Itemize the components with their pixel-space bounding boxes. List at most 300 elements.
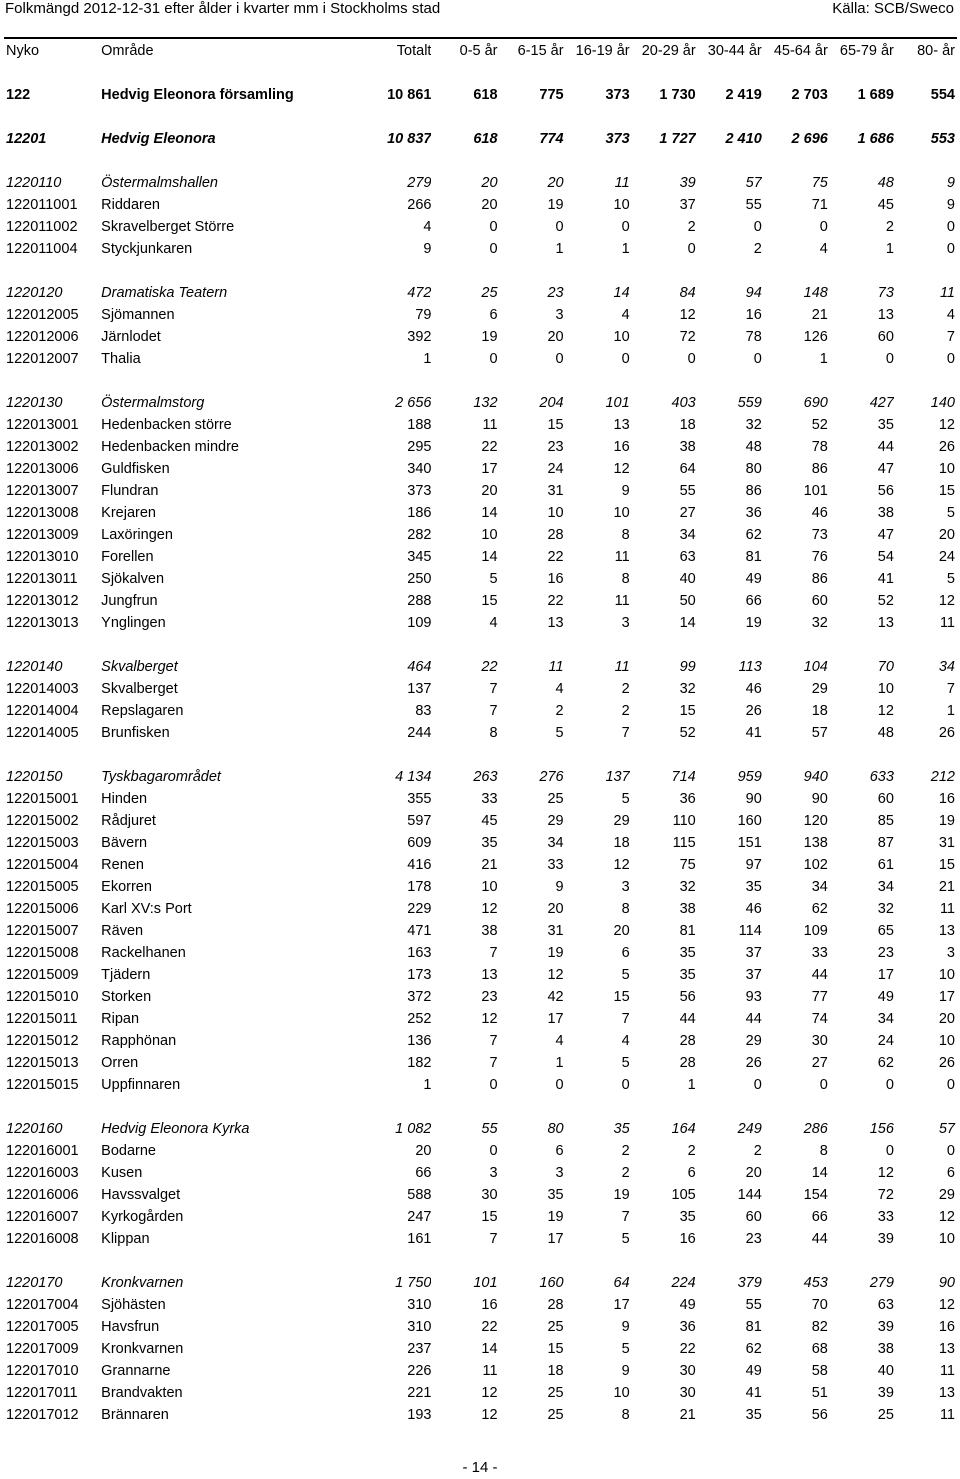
cell-nyko: 122013006 [6, 461, 79, 477]
cell-value: 7 [621, 1209, 630, 1225]
table-row [0, 524, 960, 546]
table-row [0, 876, 960, 898]
cell-value: 148 [803, 285, 828, 301]
cell-value: 77 [811, 989, 828, 1005]
cell-value: 32 [679, 681, 696, 697]
cell-nyko: 122015012 [6, 1033, 79, 1049]
cell-value: 20 [938, 1011, 955, 1027]
cell-value: 29 [811, 681, 828, 697]
cell-value: 13 [938, 1341, 955, 1357]
cell-value: 58 [811, 1363, 828, 1379]
cell-value: 12 [679, 307, 696, 323]
cell-value: 6 [489, 307, 498, 323]
cell-nyko: 122011002 [6, 219, 78, 235]
cell-nyko: 122015008 [6, 945, 79, 961]
cell-value: 28 [679, 1033, 696, 1049]
cell-value: 72 [877, 1187, 894, 1203]
cell-omrade: Tyskbagarområdet [101, 769, 221, 785]
cell-value: 49 [745, 571, 762, 587]
cell-value: 471 [407, 923, 432, 939]
cell-value: 0 [555, 1077, 564, 1093]
cell-value: 24 [547, 461, 564, 477]
cell-value: 295 [407, 439, 432, 455]
table-row-subtotal [0, 84, 960, 106]
cell-value: 160 [539, 1275, 564, 1291]
cell-value: 35 [679, 1209, 696, 1225]
cell-value: 0 [621, 1077, 630, 1093]
table-row-subtotal [0, 282, 960, 304]
cell-value: 10 [613, 329, 630, 345]
cell-value: 38 [679, 439, 696, 455]
cell-value: 20 [481, 175, 498, 191]
table-row [0, 216, 960, 238]
cell-value: 57 [811, 725, 828, 741]
cell-value: 70 [811, 1297, 828, 1313]
cell-value: 4 [621, 1033, 630, 1049]
cell-value: 340 [407, 461, 432, 477]
cell-value: 0 [489, 1077, 498, 1093]
cell-value: 355 [407, 791, 432, 807]
cell-value: 310 [407, 1297, 432, 1313]
cell-value: 1 [819, 351, 828, 367]
cell-value: 13 [938, 923, 955, 939]
cell-value: 38 [877, 1341, 894, 1357]
table-row [0, 1184, 960, 1206]
cell-value: 113 [738, 659, 762, 675]
cell-value: 6 [946, 1165, 955, 1181]
cell-value: 8 [621, 527, 630, 543]
cell-value: 618 [473, 131, 498, 147]
cell-value: 48 [745, 439, 762, 455]
cell-value: 11 [548, 659, 564, 675]
table-row [0, 546, 960, 568]
table-row [0, 832, 960, 854]
cell-value: 78 [745, 329, 762, 345]
cell-value: 453 [803, 1275, 828, 1291]
cell-value: 10 [938, 1231, 955, 1247]
table-row [0, 238, 960, 260]
cell-omrade: Kyrkogården [101, 1209, 184, 1225]
cell-nyko: 122013009 [6, 527, 79, 543]
cell-value: 101 [605, 395, 630, 411]
cell-value: 1 750 [395, 1275, 432, 1291]
cell-omrade: Brunfisken [101, 725, 170, 741]
cell-value: 11 [482, 417, 498, 433]
cell-value: 73 [811, 527, 828, 543]
cell-value: 46 [745, 901, 762, 917]
cell-value: 83 [415, 703, 432, 719]
cell-value: 345 [407, 549, 432, 565]
cell-value: 0 [753, 351, 762, 367]
cell-value: 19 [547, 197, 564, 213]
cell-nyko: 122015011 [6, 1011, 78, 1027]
cell-value: 137 [407, 681, 432, 697]
table-row [0, 1206, 960, 1228]
cell-value: 47 [877, 461, 894, 477]
cell-omrade: Brandvakten [101, 1385, 183, 1401]
cell-value: 35 [679, 967, 696, 983]
cell-value: 17 [547, 1011, 564, 1027]
cell-value: 714 [671, 769, 696, 785]
cell-omrade: Räven [101, 923, 144, 939]
cell-value: 11 [939, 901, 955, 917]
cell-value: 46 [811, 505, 828, 521]
cell-value: 2 696 [791, 131, 828, 147]
column-header-totalt: Totalt [396, 43, 432, 59]
cell-value: 37 [745, 945, 762, 961]
cell-nyko: 1220110 [6, 175, 62, 191]
cell-value: 14 [613, 285, 630, 301]
source-label: Källa: SCB/Sweco [832, 0, 954, 17]
cell-omrade: Sjökalven [101, 571, 165, 587]
cell-value: 41 [877, 571, 894, 587]
page-number: - 14 - [462, 1459, 498, 1476]
cell-nyko: 122015013 [6, 1055, 79, 1071]
cell-value: 7 [489, 681, 498, 697]
cell-value: 114 [738, 923, 762, 939]
cell-value: 12 [481, 901, 498, 917]
cell-value: 99 [679, 659, 696, 675]
cell-nyko: 122011004 [6, 241, 78, 257]
cell-omrade: Styckjunkaren [101, 241, 193, 257]
cell-value: 7 [489, 1055, 498, 1071]
cell-value: 30 [811, 1033, 828, 1049]
cell-value: 29 [745, 1033, 762, 1049]
cell-value: 0 [753, 1077, 762, 1093]
spacer-row [0, 370, 960, 392]
cell-omrade: Hedenbacken mindre [101, 439, 239, 455]
cell-omrade: Ynglingen [101, 615, 166, 631]
table-row [0, 348, 960, 370]
cell-nyko: 1220170 [6, 1275, 63, 1291]
cell-value: 9 [946, 175, 955, 191]
cell-omrade: Uppfinnaren [101, 1077, 181, 1093]
cell-value: 28 [547, 527, 564, 543]
cell-value: 37 [679, 197, 696, 213]
table-row [0, 304, 960, 326]
cell-nyko: 122015015 [6, 1077, 79, 1093]
cell-value: 80 [547, 1121, 564, 1137]
cell-value: 85 [877, 813, 894, 829]
cell-value: 22 [679, 1341, 696, 1357]
cell-value: 76 [811, 549, 828, 565]
cell-value: 0 [489, 351, 498, 367]
cell-value: 0 [885, 1143, 894, 1159]
cell-value: 5 [946, 505, 955, 521]
cell-nyko: 122012007 [6, 351, 79, 367]
cell-value: 597 [407, 813, 432, 829]
cell-value: 15 [938, 857, 955, 873]
cell-nyko: 122015005 [6, 879, 79, 895]
cell-value: 19 [938, 813, 955, 829]
cell-value: 26 [938, 439, 955, 455]
cell-value: 14 [481, 505, 498, 521]
cell-value: 66 [745, 593, 762, 609]
cell-value: 2 703 [791, 87, 828, 103]
cell-value: 5 [555, 725, 564, 741]
cell-value: 7 [621, 1011, 630, 1027]
cell-value: 11 [482, 1363, 498, 1379]
table-row [0, 1074, 960, 1096]
cell-value: 48 [877, 175, 894, 191]
cell-value: 12 [481, 1385, 498, 1401]
cell-value: 62 [811, 901, 828, 917]
table-row [0, 194, 960, 216]
cell-value: 11 [939, 285, 955, 301]
cell-value: 11 [939, 615, 955, 631]
cell-value: 178 [407, 879, 432, 895]
cell-value: 51 [811, 1385, 828, 1401]
cell-value: 17 [877, 967, 894, 983]
cell-value: 32 [679, 879, 696, 895]
cell-value: 11 [614, 175, 630, 191]
cell-value: 0 [753, 219, 762, 235]
cell-value: 25 [547, 1319, 564, 1335]
cell-nyko: 122015010 [6, 989, 79, 1005]
column-header-age-20-29: 20-29 år [641, 43, 696, 59]
spacer-cell [0, 370, 960, 392]
cell-value: 226 [407, 1363, 432, 1379]
cell-value: 10 [613, 197, 630, 213]
cell-value: 553 [930, 131, 955, 147]
cell-value: 2 [687, 219, 696, 235]
cell-value: 3 [621, 879, 630, 895]
cell-value: 11 [939, 1363, 955, 1379]
cell-value: 18 [679, 417, 696, 433]
cell-nyko: 122013011 [6, 571, 78, 587]
cell-value: 21 [938, 879, 955, 895]
table-row-subtotal [0, 766, 960, 788]
cell-value: 13 [938, 1385, 955, 1401]
cell-value: 1 [621, 241, 630, 257]
cell-value: 0 [555, 351, 564, 367]
cell-value: 276 [539, 769, 564, 785]
cell-value: 20 [547, 175, 564, 191]
column-header-age-65-79: 65-79 år [839, 43, 894, 59]
cell-value: 78 [811, 439, 828, 455]
cell-value: 4 [946, 307, 955, 323]
cell-value: 7 [489, 703, 498, 719]
cell-value: 11 [614, 659, 630, 675]
cell-value: 36 [679, 791, 696, 807]
cell-value: 10 [613, 505, 630, 521]
page-title: Folkmängd 2012-12-31 efter ålder i kvarter mm i Stockholms stad [5, 0, 441, 17]
cell-value: 8 [819, 1143, 828, 1159]
cell-value: 0 [489, 219, 498, 235]
cell-value: 633 [869, 769, 894, 785]
cell-omrade: Bävern [101, 835, 148, 851]
table-row [0, 1294, 960, 1316]
cell-value: 3 [621, 615, 630, 631]
cell-value: 34 [877, 1011, 894, 1027]
table-row-subtotal [0, 392, 960, 414]
cell-value: 12 [547, 967, 564, 983]
cell-value: 8 [489, 725, 498, 741]
cell-omrade: Rapphönan [101, 1033, 177, 1049]
cell-value: 7 [946, 681, 955, 697]
cell-value: 35 [745, 1407, 762, 1423]
cell-value: 12 [481, 1011, 498, 1027]
cell-value: 26 [745, 1055, 762, 1071]
cell-value: 34 [877, 879, 894, 895]
cell-value: 5 [621, 1341, 630, 1357]
cell-value: 1 082 [395, 1121, 432, 1137]
cell-omrade: Krejaren [101, 505, 156, 521]
cell-value: 4 [819, 241, 828, 257]
cell-value: 60 [877, 791, 894, 807]
table-row-subtotal [0, 172, 960, 194]
cell-value: 90 [745, 791, 762, 807]
cell-value: 33 [877, 1209, 894, 1225]
cell-value: 2 [621, 703, 630, 719]
cell-value: 15 [547, 1341, 564, 1357]
cell-value: 13 [481, 967, 498, 983]
cell-value: 249 [737, 1121, 762, 1137]
cell-value: 132 [473, 395, 498, 411]
cell-omrade: Guldfisken [101, 461, 170, 477]
cell-value: 372 [407, 989, 432, 1005]
cell-value: 10 [481, 879, 498, 895]
cell-value: 38 [877, 505, 894, 521]
cell-value: 17 [481, 461, 498, 477]
cell-value: 30 [679, 1385, 696, 1401]
cell-omrade: Repslagaren [101, 703, 184, 719]
cell-value: 44 [811, 1231, 828, 1247]
cell-value: 0 [555, 219, 564, 235]
cell-value: 0 [946, 1077, 955, 1093]
cell-value: 0 [819, 1077, 828, 1093]
cell-value: 81 [745, 1319, 762, 1335]
cell-value: 52 [679, 725, 696, 741]
cell-value: 90 [938, 1275, 955, 1291]
cell-value: 0 [946, 351, 955, 367]
spacer-cell [0, 106, 960, 128]
table-row [0, 920, 960, 942]
cell-value: 1 689 [857, 87, 894, 103]
cell-omrade: Renen [101, 857, 144, 873]
cell-value: 0 [885, 351, 894, 367]
cell-value: 247 [407, 1209, 432, 1225]
cell-value: 0 [621, 351, 630, 367]
cell-value: 30 [481, 1187, 498, 1203]
cell-value: 30 [679, 1363, 696, 1379]
cell-value: 39 [679, 175, 696, 191]
table-row [0, 326, 960, 348]
cell-value: 1 [687, 1077, 696, 1093]
table-body [0, 62, 960, 1426]
cell-value: 56 [679, 989, 696, 1005]
cell-value: 33 [547, 857, 564, 873]
cell-value: 20 [745, 1165, 762, 1181]
cell-value: 0 [489, 241, 498, 257]
cell-value: 0 [687, 351, 696, 367]
cell-value: 1 730 [659, 87, 696, 103]
column-header-age-80-plus: 80- år [917, 43, 955, 59]
cell-value: 36 [679, 1319, 696, 1335]
spacer-cell [0, 744, 960, 766]
cell-value: 21 [481, 857, 498, 873]
cell-value: 193 [407, 1407, 432, 1423]
cell-value: 20 [481, 483, 498, 499]
cell-nyko: 122017005 [6, 1319, 79, 1335]
cell-value: 6 [555, 1143, 564, 1159]
cell-value: 2 419 [725, 87, 762, 103]
cell-value: 10 [547, 505, 564, 521]
cell-value: 6 [687, 1165, 696, 1181]
cell-value: 427 [869, 395, 894, 411]
cell-omrade: Östermalmshallen [101, 175, 218, 191]
cell-value: 56 [811, 1407, 828, 1423]
cell-value: 9 [621, 483, 630, 499]
column-header-age-45-64: 45-64 år [773, 43, 828, 59]
cell-nyko: 122017012 [6, 1407, 79, 1423]
cell-value: 163 [407, 945, 432, 961]
cell-value: 212 [930, 769, 955, 785]
cell-value: 25 [547, 791, 564, 807]
cell-value: 0 [687, 241, 696, 257]
cell-value: 101 [473, 1275, 498, 1291]
cell-value: 48 [877, 725, 894, 741]
cell-value: 18 [811, 703, 828, 719]
cell-nyko: 1220120 [6, 285, 63, 301]
cell-value: 2 [621, 681, 630, 697]
spacer-cell [0, 150, 960, 172]
cell-value: 17 [938, 989, 955, 1005]
cell-value: 392 [407, 329, 432, 345]
cell-nyko: 122016003 [6, 1165, 79, 1181]
cell-value: 1 686 [857, 131, 894, 147]
cell-value: 81 [745, 549, 762, 565]
cell-value: 138 [803, 835, 828, 851]
cell-value: 0 [489, 1143, 498, 1159]
table-row [0, 898, 960, 920]
cell-value: 140 [930, 395, 955, 411]
cell-value: 0 [621, 219, 630, 235]
cell-value: 244 [407, 725, 432, 741]
cell-value: 588 [407, 1187, 432, 1203]
cell-value: 559 [737, 395, 762, 411]
cell-value: 56 [877, 483, 894, 499]
cell-nyko: 122016007 [6, 1209, 79, 1225]
cell-value: 52 [877, 593, 894, 609]
table-row [0, 854, 960, 876]
column-header-age-16-19: 16-19 år [575, 43, 630, 59]
table-row [0, 480, 960, 502]
cell-value: 6 [621, 945, 630, 961]
cell-value: 39 [877, 1385, 894, 1401]
cell-omrade: Hedvig Eleonora [101, 131, 216, 147]
cell-value: 0 [819, 219, 828, 235]
cell-omrade: Karl XV:s Port [101, 901, 192, 917]
cell-value: 60 [811, 593, 828, 609]
cell-value: 20 [938, 527, 955, 543]
cell-value: 10 [613, 1385, 630, 1401]
cell-omrade: Hedenbacken större [101, 417, 232, 433]
cell-value: 72 [679, 329, 696, 345]
cell-value: 2 656 [395, 395, 432, 411]
cell-nyko: 122015001 [6, 791, 79, 807]
cell-value: 49 [877, 989, 894, 1005]
cell-value: 237 [407, 1341, 432, 1357]
table-row [0, 942, 960, 964]
cell-omrade: Rackelhanen [101, 945, 186, 961]
cell-value: 12 [613, 461, 630, 477]
cell-value: 55 [745, 1297, 762, 1313]
cell-value: 12 [938, 1297, 955, 1313]
cell-value: 774 [539, 131, 564, 147]
cell-value: 0 [946, 1143, 955, 1159]
cell-value: 266 [407, 197, 432, 213]
